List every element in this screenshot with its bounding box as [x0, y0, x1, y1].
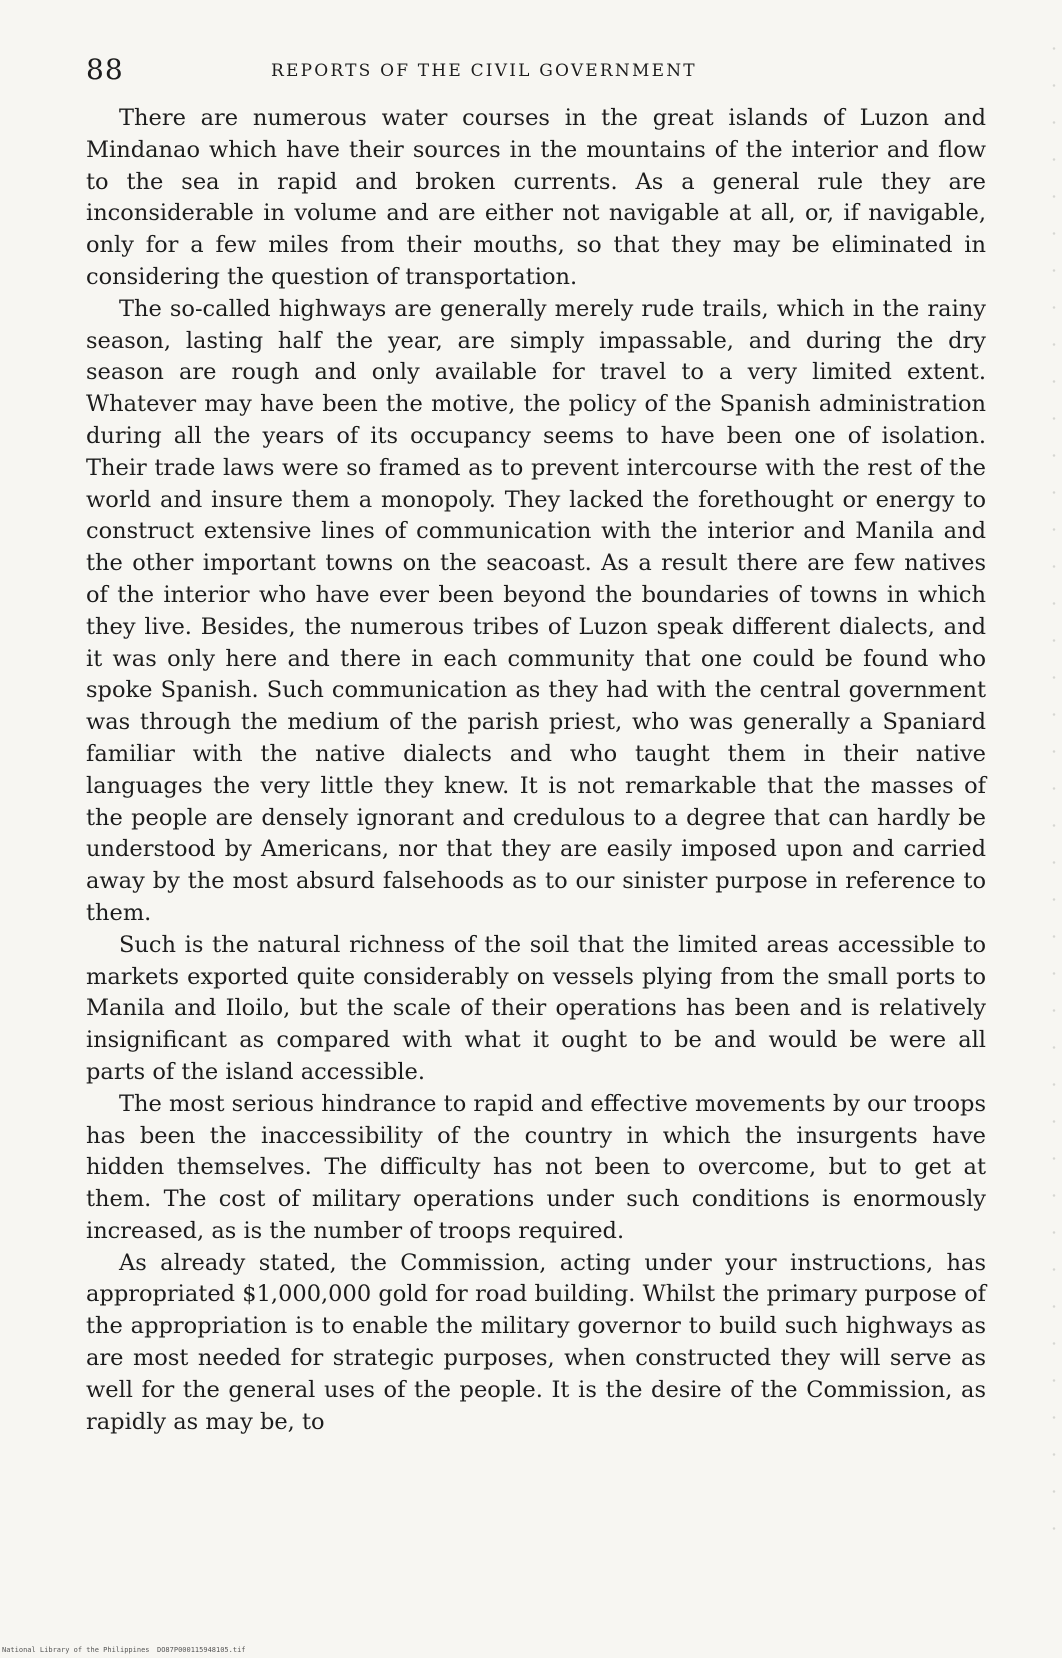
paragraph-soil-richness: Such is the natural richness of the soil that the limited areas accessible to markets exported quite considerably on vessels plying from the small ports to Manila and Iloilo, but the scale of their operations has been and is relatively insignificant as compared with what it ought to be and would be were all parts of the island accessible.: [86, 931, 986, 1085]
paragraph-water-courses: There are numerous water courses in the great islands of Luzon and Mindanao which have their sources in the mountains of the interior and flow to the sea in rapid and broken currents. As a general rule they are inconsiderable in volume and are either not navigable at all, or, if navigable, only for a few miles from their mouths, so that they may be eliminated in considering the question of transportation.: [86, 105, 986, 290]
scan-edge-artifacts: [1050, 30, 1058, 1530]
body-text: [86, 103, 986, 1438]
paragraph-road-appropriation: As already stated, the Commission, acting under your instructions, has appropriated $1,000,000 gold for road building. Whilst the primary purpose of the appropriation is to enable the military governor to build such highways as are most needed for strategic purposes, when constructed they will serve as well for the general uses of the people. It is the desire of the Commission, as rapidly as may be, to: [86, 1249, 986, 1435]
paragraph-highways: The so-called highways are generally merely rude trails, which in the rainy season, lasting half the year, are simply impassable, and during the dry season are rough and only available for travel to a very limited extent. Whatever may have been the motive, the policy of the Spanish administration during all the years of its occupancy seems to have been one of isolation. Their trade laws were so framed as to prevent intercourse with the rest of the world and insure them a monopoly. They lacked the forethought or energy to construct extensive lines of communication with the interior and Manila and the other important towns on the seacoast. As a result there are few natives of the interior who have ever been beyond the boundaries of towns in which they live. Besides, the numerous tribes of Luzon speak different dialects, and it was only here and there in each community that one could be found who spoke Spanish. Such communication as they had with the central government was through the medium of the parish priest, who was generally a Spaniard familiar with the native dialects and who taught them in their native languages the very little they knew. It is not remarkable that the masses of the people are densely ignorant and credulous to a degree that can hardly be understood by Americans, nor that they are easily imposed upon and carried away by the most absurd falsehoods as to our sinister purpose in reference to them.: [86, 295, 986, 926]
scan-footer: [0, 1643, 1062, 1657]
paragraph-troop-hindrance: The most serious hindrance to rapid and effective movements by our troops has been the inaccessibility of the country in which the insurgents have hidden themselves. The difficulty has not been to overcome, but to get at them. The cost of military operations under such conditions is enormously increased, as is the number of troops required.: [86, 1090, 986, 1244]
running-head: REPORTS OF THE CIVIL GOVERNMENT: [271, 61, 697, 81]
footer-file-id: DO87P000115948105.tif: [157, 1646, 246, 1654]
page-number: 88: [86, 53, 124, 86]
page-header: [86, 50, 986, 90]
footer-library-name: National Library of the Philippines: [2, 1646, 150, 1654]
